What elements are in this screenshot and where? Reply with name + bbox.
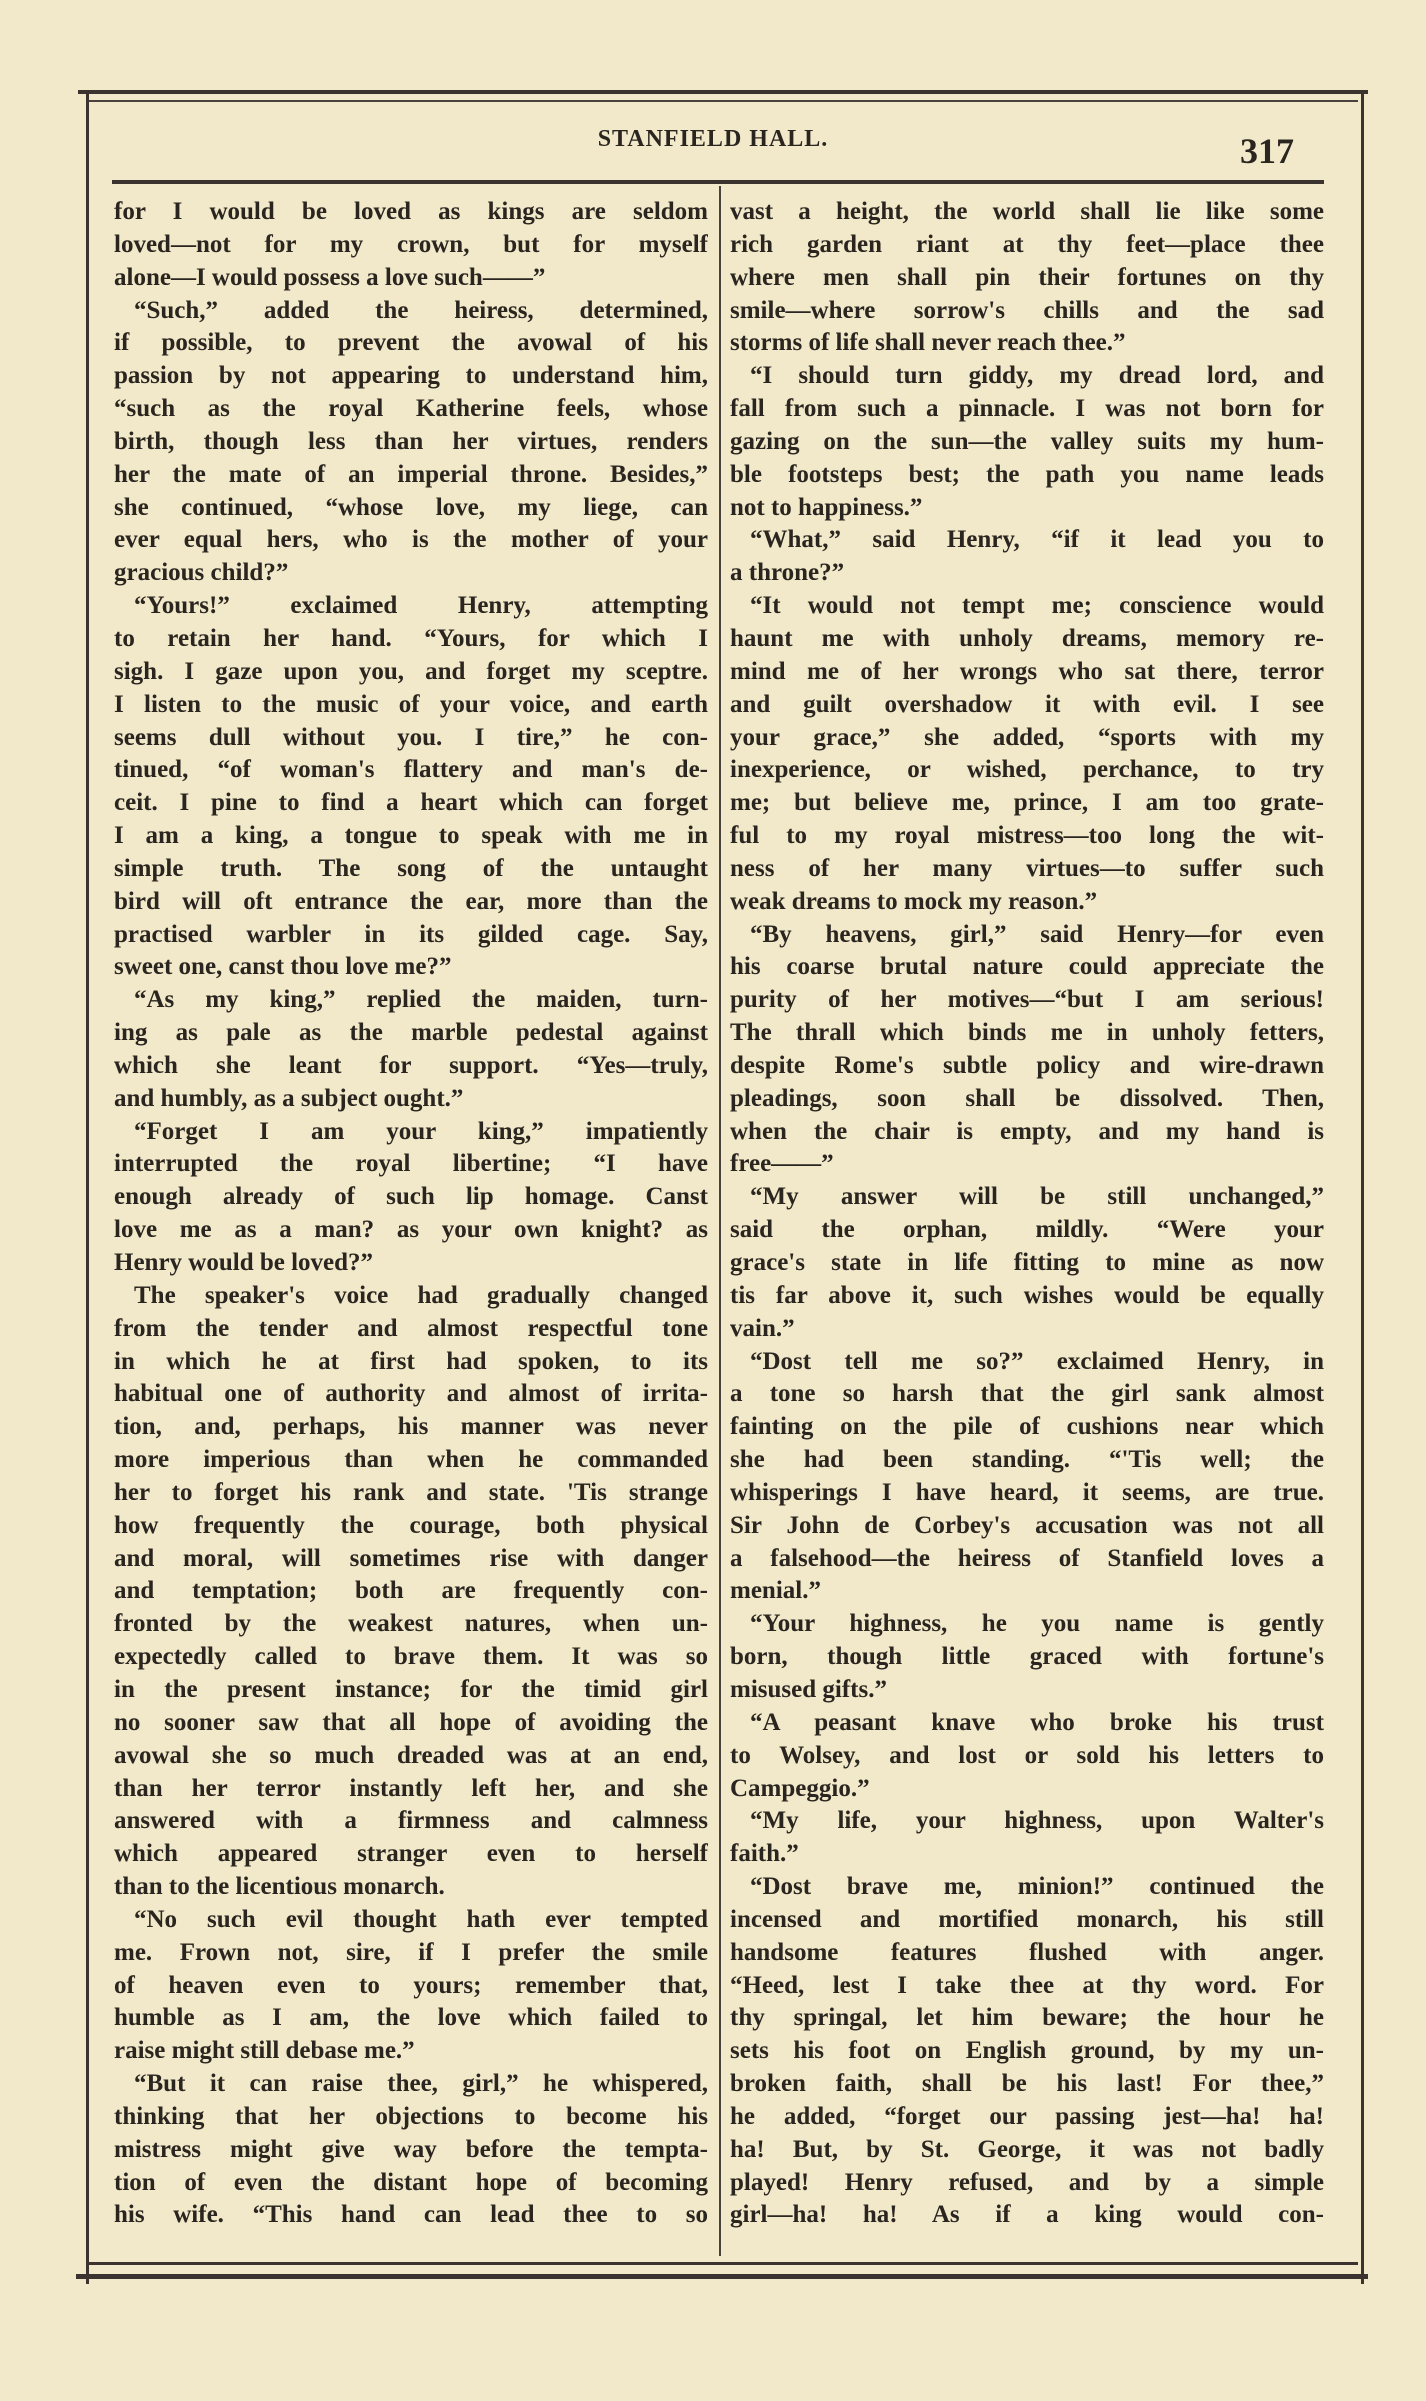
text-line: “My life, your highness, upon Walter's bbox=[750, 1807, 1324, 1835]
text-line: “Such,” added the heiress, determined, bbox=[134, 296, 708, 324]
text-line: vain.” bbox=[730, 1314, 795, 1342]
text-line: gazing on the sun—the valley suits my hum- bbox=[730, 427, 1324, 455]
text-line: thinking that her objections to become his bbox=[114, 2102, 708, 2130]
left-column bbox=[114, 196, 708, 2232]
text-line: she continued, “whose love, my liege, can bbox=[114, 493, 708, 521]
text-line: “My answer will be still unchanged,” bbox=[750, 1183, 1324, 1211]
text-line: of heaven even to yours; remember that, bbox=[114, 1971, 708, 1999]
paragraph bbox=[114, 590, 708, 984]
text-line: from the tender and almost respectful tone bbox=[114, 1314, 708, 1342]
text-line: sigh. I gaze upon you, and forget my sceptre. bbox=[114, 657, 708, 685]
text-line: raise might still debase me.” bbox=[114, 2037, 415, 2065]
text-line: gracious child?” bbox=[114, 559, 289, 587]
text-line: me. Frown not, sire, if I prefer the smile bbox=[114, 1938, 708, 1966]
bottom-border-rule-outer bbox=[76, 2274, 1368, 2279]
text-line: bird will oft entrance the ear, more than the bbox=[114, 887, 708, 915]
text-line: tis far above it, such wishes would be equally bbox=[730, 1281, 1324, 1309]
text-line: haunt me with unholy dreams, memory re- bbox=[730, 624, 1324, 652]
text-line: faith.” bbox=[730, 1840, 799, 1868]
paragraph bbox=[730, 524, 1324, 590]
text-line: sweet one, canst thou love me?” bbox=[114, 953, 452, 981]
text-line: “No such evil thought hath ever tempted bbox=[134, 1905, 708, 1933]
text-line: and temptation; both are frequently con- bbox=[114, 1577, 708, 1605]
text-line: ble footsteps best; the path you name leads bbox=[730, 460, 1324, 488]
text-line: I am a king, a tongue to speak with me in bbox=[114, 822, 708, 850]
text-line: tion of even the distant hope of becoming bbox=[114, 2168, 708, 2196]
text-line: she had been standing. “'Tis well; the bbox=[730, 1446, 1324, 1474]
text-line: interrupted the royal libertine; “I have bbox=[114, 1150, 708, 1178]
text-line: for I would be loved as kings are seldom bbox=[114, 198, 708, 225]
text-line: sets his foot on English ground, by my un- bbox=[730, 2037, 1324, 2065]
text-line: to retain her hand. “Yours, for which I bbox=[114, 624, 708, 652]
text-line: alone—I would possess a love such——” bbox=[114, 263, 546, 291]
text-line: rich garden riant at thy feet—place thee bbox=[730, 230, 1324, 258]
text-line: when the chair is empty, and my hand is bbox=[730, 1117, 1324, 1145]
text-line: a throne?” bbox=[730, 559, 845, 587]
text-line: no sooner saw that all hope of avoiding the bbox=[114, 1708, 708, 1736]
text-line: than her terror instantly left her, and she bbox=[114, 1774, 708, 1802]
text-line: fainting on the pile of cushions near which bbox=[730, 1413, 1324, 1441]
text-line: fall from such a pinnacle. I was not born for bbox=[730, 395, 1324, 423]
running-title: STANFIELD HALL. bbox=[597, 126, 829, 152]
paragraph bbox=[730, 590, 1324, 918]
text-line: “Dost brave me, minion!” continued the bbox=[750, 1873, 1324, 1901]
text-line: he added, “forget our passing jest—ha! ha! bbox=[730, 2102, 1324, 2130]
text-line: mind me of her wrongs who sat there, terror bbox=[730, 657, 1324, 685]
text-line: “Your highness, he you name is gently bbox=[750, 1610, 1324, 1638]
paragraph bbox=[730, 919, 1324, 1182]
text-line: practised warbler in its gilded cage. Say, bbox=[114, 920, 708, 948]
text-line: birth, though less than her virtues, renders bbox=[114, 427, 708, 455]
text-line: “Forget I am your king,” impatiently bbox=[134, 1117, 708, 1145]
right-column bbox=[730, 196, 1324, 2232]
text-line: his wife. “This hand can lead thee to so bbox=[114, 2201, 708, 2229]
text-line: to Wolsey, and lost or sold his letters to bbox=[730, 1741, 1324, 1769]
paragraph bbox=[730, 1608, 1324, 1707]
text-line: handsome features flushed with anger. bbox=[730, 1938, 1324, 1966]
text-line: how frequently the courage, both physical bbox=[114, 1511, 708, 1539]
text-line: simple truth. The song of the untaught bbox=[114, 854, 708, 882]
text-line: and humbly, as a subject ought.” bbox=[114, 1084, 464, 1112]
text-line: “It would not tempt me; conscience would bbox=[750, 592, 1324, 620]
text-line: Henry would be loved?” bbox=[114, 1249, 374, 1276]
bottom-border-rule bbox=[86, 2262, 1358, 2265]
text-line: broken faith, shall be his last! For thee,” bbox=[730, 2070, 1324, 2098]
text-line: answered with a firmness and calmness bbox=[114, 1807, 708, 1835]
text-line: which appeared stranger even to herself bbox=[114, 1840, 708, 1868]
paragraph bbox=[730, 360, 1324, 524]
paragraph bbox=[114, 1116, 708, 1280]
paragraph bbox=[114, 984, 708, 1115]
paragraph bbox=[114, 2068, 708, 2232]
text-line: fronted by the weakest natures, when un- bbox=[114, 1610, 708, 1638]
text-line: passion by not appearing to understand him, bbox=[114, 362, 708, 390]
text-line: “such as the royal Katherine feels, whose bbox=[114, 395, 708, 423]
text-line: a tone so harsh that the girl sank almost bbox=[730, 1380, 1324, 1408]
text-line: tion, and, perhaps, his manner was never bbox=[114, 1413, 708, 1441]
text-line: thy springal, let him beware; the hour he bbox=[730, 2004, 1324, 2032]
text-line: pleadings, soon shall be dissolved. Then, bbox=[730, 1084, 1324, 1112]
text-line: menial.” bbox=[730, 1577, 821, 1605]
paragraph bbox=[730, 1707, 1324, 1806]
text-line: tinued, “of woman's flattery and man's de- bbox=[114, 756, 708, 784]
text-line: more imperious than when he commanded bbox=[114, 1446, 708, 1474]
paragraph bbox=[730, 1805, 1324, 1871]
text-line: played! Henry refused, and by a simple bbox=[730, 2168, 1324, 2196]
text-line: avowal she so much dreaded was at an end, bbox=[114, 1741, 708, 1769]
text-line: if possible, to prevent the avowal of his bbox=[114, 329, 708, 357]
text-line: expectedly called to brave them. It was so bbox=[114, 1643, 708, 1671]
text-line: and guilt overshadow it with evil. I see bbox=[730, 690, 1324, 718]
text-line: and moral, will sometimes rise with danger bbox=[114, 1544, 708, 1572]
page-number: 317 bbox=[1240, 131, 1294, 171]
text-line: ing as pale as the marble pedestal against bbox=[114, 1019, 708, 1047]
text-line: loved—not for my crown, but for myself bbox=[114, 230, 708, 258]
text-line: me; but believe me, prince, I am too grate- bbox=[730, 789, 1324, 817]
text-line: misused gifts.” bbox=[730, 1675, 887, 1703]
text-line: “Dost tell me so?” exclaimed Henry, in bbox=[750, 1347, 1324, 1375]
paragraph bbox=[730, 1871, 1324, 2232]
paragraph bbox=[730, 1181, 1324, 1345]
text-line: ful to my royal mistress—too long the wit- bbox=[730, 822, 1324, 850]
text-line: which she leant for support. “Yes—truly, bbox=[114, 1051, 708, 1079]
text-line: Sir John de Corbey's accusation was not all bbox=[730, 1511, 1324, 1539]
text-line: I listen to the music of your voice, and earth bbox=[114, 690, 708, 718]
text-line: mistress might give way before the tempta- bbox=[114, 2135, 708, 2163]
text-line: weak dreams to mock my reason.” bbox=[730, 887, 1098, 915]
column-divider bbox=[719, 186, 721, 2256]
text-line: The thrall which binds me in unholy fetters, bbox=[730, 1019, 1324, 1047]
paragraph bbox=[114, 196, 708, 295]
text-line: ever equal hers, who is the mother of your bbox=[114, 526, 708, 554]
text-line: purity of her motives—“but I am serious! bbox=[730, 986, 1324, 1014]
text-line: his coarse brutal nature could appreciate the bbox=[730, 953, 1324, 981]
text-line: “By heavens, girl,” said Henry—for even bbox=[750, 920, 1324, 948]
text-line: love me as a man? as your own knight? as bbox=[114, 1216, 708, 1244]
text-line: not to happiness.” bbox=[730, 493, 923, 521]
text-line: girl—ha! ha! As if a king would con- bbox=[730, 2201, 1324, 2229]
text-line: ness of her many virtues—to suffer such bbox=[730, 854, 1324, 882]
text-line: a falsehood—the heiress of Stanfield loves a bbox=[730, 1544, 1324, 1572]
text-line: despite Rome's subtle policy and wire-drawn bbox=[730, 1051, 1324, 1079]
text-line: free——” bbox=[730, 1150, 834, 1178]
paragraph bbox=[114, 1904, 708, 2068]
text-line: born, though little graced with fortune's bbox=[730, 1643, 1324, 1671]
text-line: ha! But, by St. George, it was not badly bbox=[730, 2135, 1324, 2163]
text-line: humble as I am, the love which failed to bbox=[114, 2004, 708, 2032]
text-line: “Heed, lest I take thee at thy word. For bbox=[730, 1971, 1324, 1999]
text-line: habitual one of authority and almost of irrita- bbox=[114, 1380, 708, 1408]
text-line: incensed and mortified monarch, his still bbox=[730, 1905, 1324, 1933]
text-line: vast a height, the world shall lie like some bbox=[730, 198, 1324, 225]
text-line: in the present instance; for the timid girl bbox=[114, 1675, 708, 1703]
text-line: “I should turn giddy, my dread lord, and bbox=[750, 362, 1324, 390]
text-line: seems dull without you. I tire,” he con- bbox=[114, 723, 708, 751]
text-line: storms of life shall never reach thee.” bbox=[730, 329, 1126, 357]
text-line: “As my king,” replied the maiden, turn- bbox=[134, 986, 708, 1014]
text-line: where men shall pin their fortunes on thy bbox=[730, 263, 1324, 291]
paragraph bbox=[730, 1346, 1324, 1609]
text-line: “What,” said Henry, “if it lead you to bbox=[750, 526, 1324, 554]
text-line: than to the licentious monarch. bbox=[114, 1873, 445, 1901]
text-line: her to forget his rank and state. 'Tis strange bbox=[114, 1478, 708, 1506]
text-line: her the mate of an imperial throne. Besides,” bbox=[114, 460, 708, 488]
text-line: inexperience, or wished, perchance, to try bbox=[730, 756, 1324, 784]
text-line: “A peasant knave who broke his trust bbox=[750, 1708, 1324, 1736]
text-line: in which he at first had spoken, to its bbox=[114, 1347, 708, 1375]
text-line: your grace,” she added, “sports with my bbox=[730, 723, 1324, 751]
paragraph bbox=[730, 196, 1324, 360]
text-line: The speaker's voice had gradually changed bbox=[134, 1281, 708, 1309]
text-line: “But it can raise thee, girl,” he whispered, bbox=[134, 2070, 708, 2098]
text-line: Campeggio.” bbox=[730, 1774, 870, 1802]
paragraph bbox=[114, 1280, 708, 1904]
text-line: enough already of such lip homage. Canst bbox=[114, 1183, 708, 1211]
text-line: “Yours!” exclaimed Henry, attempting bbox=[134, 592, 708, 620]
text-line: whisperings I have heard, it seems, are true. bbox=[730, 1478, 1324, 1506]
header-rule bbox=[112, 180, 1324, 184]
text-line: ceit. I pine to find a heart which can forget bbox=[114, 789, 708, 817]
text-line: said the orphan, mildly. “Were your bbox=[730, 1216, 1324, 1244]
paragraph bbox=[114, 295, 708, 591]
text-line: smile—where sorrow's chills and the sad bbox=[730, 296, 1324, 324]
text-line: grace's state in life fitting to mine as now bbox=[730, 1249, 1324, 1276]
